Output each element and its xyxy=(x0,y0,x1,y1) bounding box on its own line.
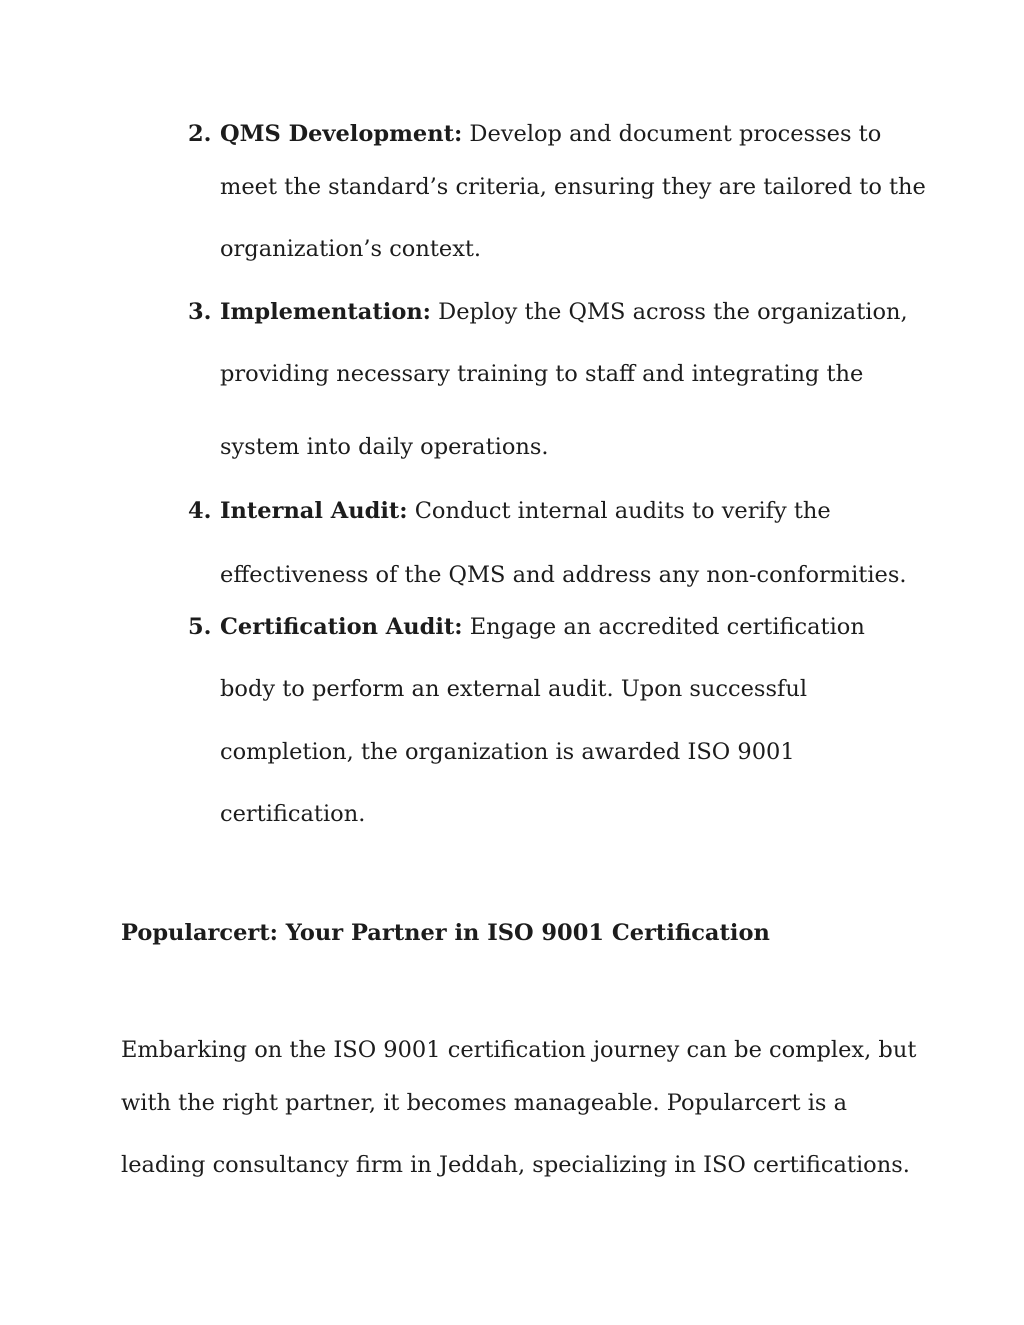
list-item-text: effectiveness of the QMS and address any non-conformities. xyxy=(220,562,907,588)
list-item-term: Certification Audit: xyxy=(220,614,463,640)
paragraph-line: Embarking on the ISO 9001 certification journey can be complex, but xyxy=(121,1037,917,1063)
list-item-first-line xyxy=(220,496,831,526)
list-item-first-line xyxy=(220,612,865,642)
list-item-text: system into daily operations. xyxy=(220,434,549,460)
list-item-text: completion, the organization is awarded ISO 9001 xyxy=(220,739,795,765)
list-item-term: QMS Development: xyxy=(220,121,463,147)
list-item-text: Deploy the QMS across the organization, xyxy=(431,299,908,325)
list-item-text: Engage an accredited certification xyxy=(462,614,865,640)
list-number: 3. xyxy=(188,299,212,325)
section-heading: Popularcert: Your Partner in ISO 9001 Certification xyxy=(121,920,770,946)
list-number: 2. xyxy=(188,121,212,147)
list-item-text: Develop and document processes to xyxy=(462,121,882,147)
paragraph-line: leading consultancy firm in Jeddah, specializing in ISO certifications. xyxy=(121,1152,910,1178)
list-item-text: organization’s context. xyxy=(220,236,482,262)
list-item-text: certification. xyxy=(220,801,366,827)
list-item-first-line xyxy=(220,119,881,149)
list-item-first-line xyxy=(220,297,908,327)
list-item-term: Internal Audit: xyxy=(220,498,408,524)
list-item-text: meet the standard’s criteria, ensuring they are tailored to the xyxy=(220,174,926,200)
list-item-text: body to perform an external audit. Upon successful xyxy=(220,676,808,702)
paragraph-line: with the right partner, it becomes manageable. Popularcert is a xyxy=(121,1090,848,1116)
list-number: 5. xyxy=(188,614,212,640)
list-item-text: Conduct internal audits to verify the xyxy=(407,498,831,524)
list-item-text: providing necessary training to staff and integrating the xyxy=(220,361,864,387)
list-item-term: Implementation: xyxy=(220,299,431,325)
list-number: 4. xyxy=(188,498,212,524)
